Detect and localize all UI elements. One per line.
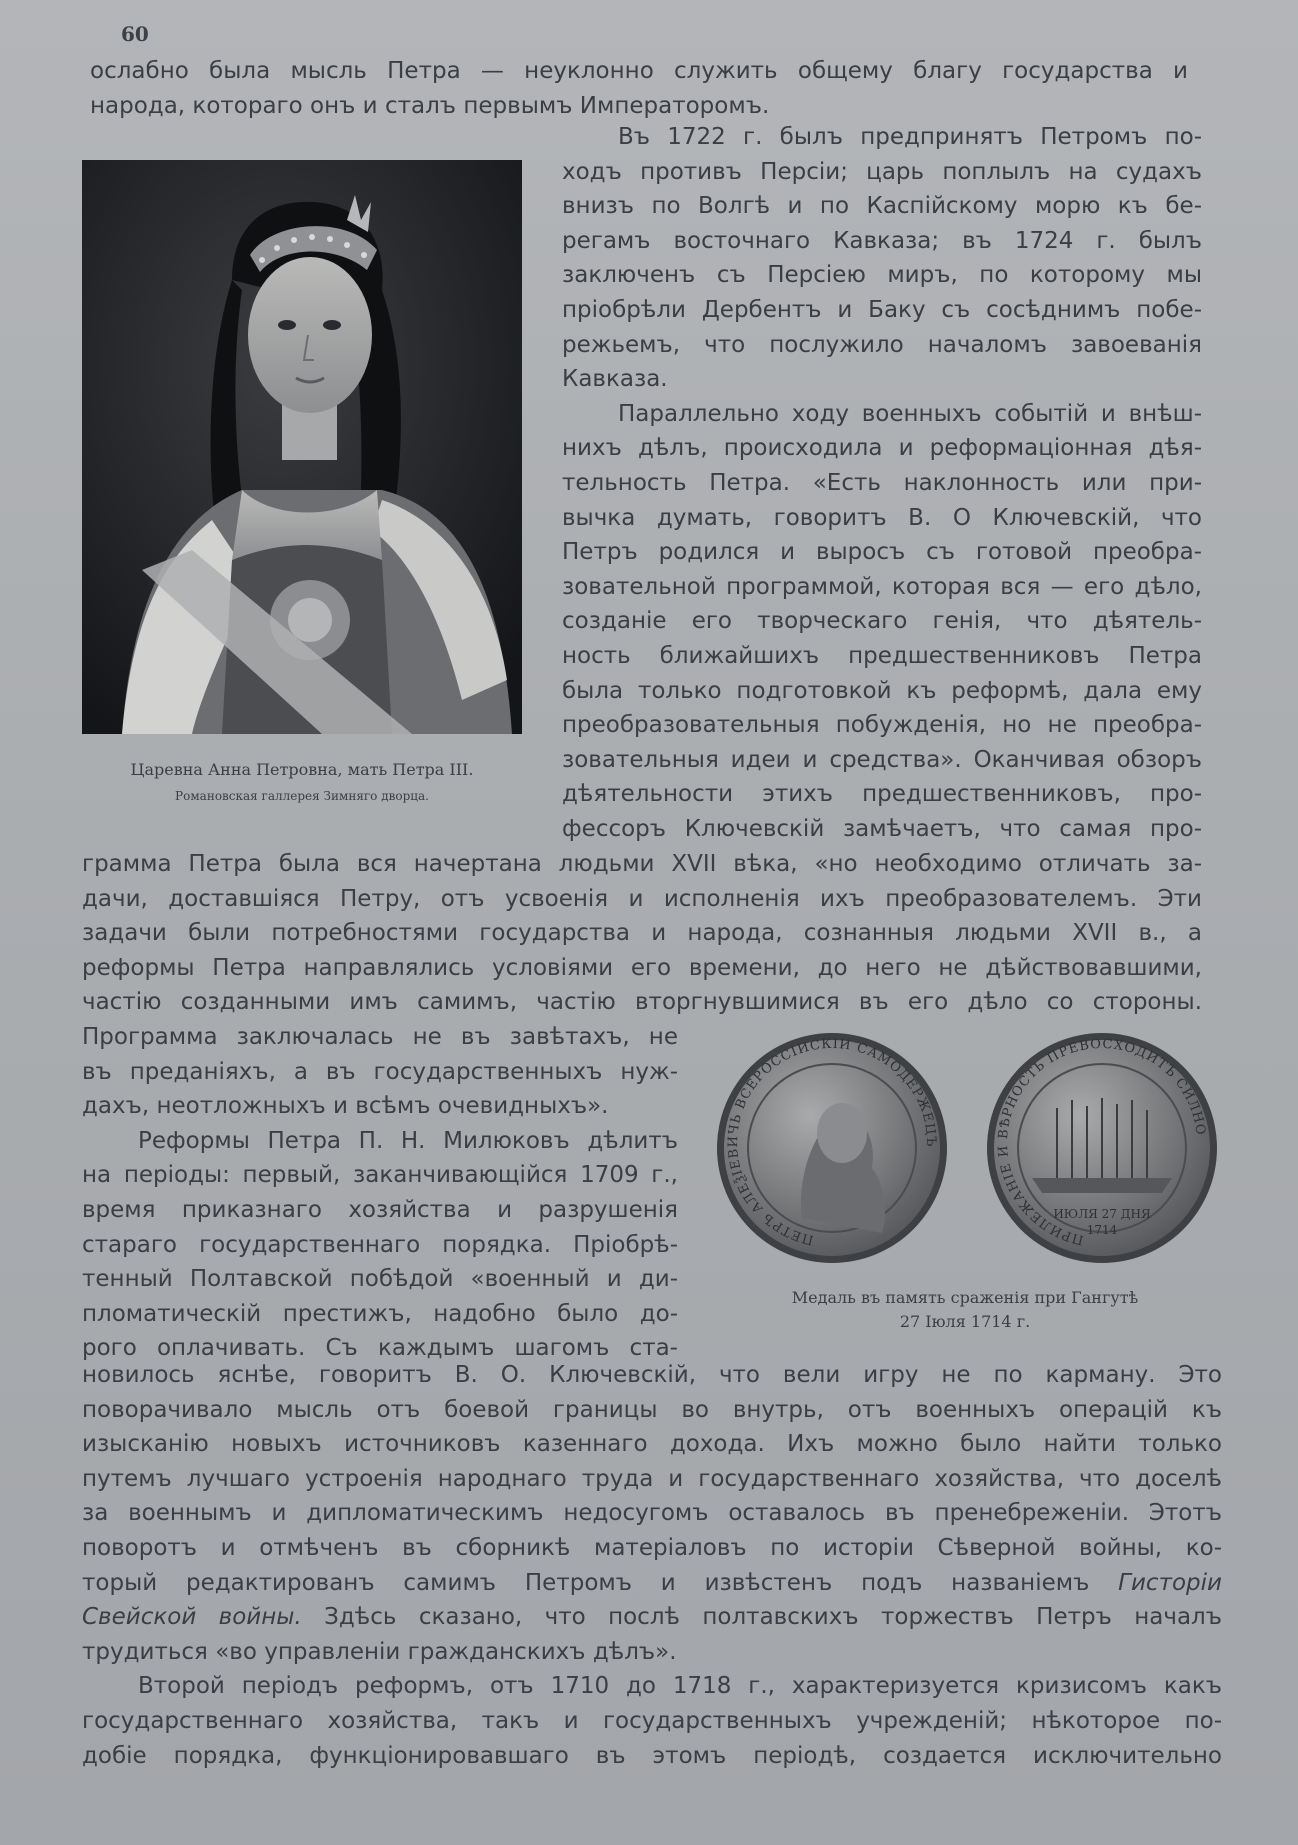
text-line: частію созданными имъ самимъ, частію вторгнувшимися въ его дѣло со стороны. bbox=[82, 989, 1202, 1016]
text-line: созданіе его творческаго генія, что дѣятель- bbox=[562, 608, 1202, 635]
text-line: добіе порядка, функціонировавшаго въ этомъ періодѣ, создается исключительно bbox=[82, 1742, 1222, 1769]
text-line: пріобрѣли Дербентъ и Баку съ сосѣднимъ побе- bbox=[562, 296, 1202, 323]
text-line: внизъ по Волгѣ и по Каспійскому морю къ бе- bbox=[562, 193, 1202, 220]
italic-title: Гисторіи bbox=[1118, 1569, 1222, 1596]
text-line bbox=[82, 1600, 1222, 1635]
text-line: была только подготовкой къ реформѣ, дала ему bbox=[562, 677, 1202, 704]
text-line: Въ 1722 г. былъ предпринятъ Петромъ по- bbox=[618, 124, 1202, 150]
text-line: время приказнаго хозяйства и разрушенія bbox=[82, 1196, 678, 1223]
right-column-text bbox=[562, 120, 1202, 846]
text-line: режьемъ, что послужило началомъ завоеванія bbox=[562, 331, 1202, 358]
text-line bbox=[82, 1566, 1222, 1601]
text-line: фессоръ Ключевскій замѣчаетъ, что самая про- bbox=[562, 815, 1202, 842]
text-line: изысканію новыхъ источниковъ казеннаго дохода. Ихъ можно было найти только bbox=[82, 1431, 1222, 1458]
text-line: за военнымъ и дипломатическимъ недосугомъ оставалось въ пренебреженіи. Этотъ bbox=[82, 1500, 1222, 1527]
text-line: поворотъ и отмѣченъ въ сборникѣ матеріаловъ по исторіи Сѣверной войны, ко- bbox=[82, 1534, 1222, 1561]
text-line: новилось яснѣе, говоритъ В. О. Ключевскій, что вели игру не по карману. Это bbox=[82, 1362, 1222, 1388]
text-line: Параллельно ходу военныхъ событій и внѣш- bbox=[618, 400, 1202, 427]
text-line: Программа заключалась не въ завѣтахъ, не bbox=[82, 1024, 678, 1050]
text-line: государственнаго хозяйства, такъ и государственныхъ учрежденій; нѣкоторое по- bbox=[82, 1707, 1222, 1734]
text-line: путемъ лучшаго устроенія народнаго труда и государственнаго хозяйства, что доселѣ bbox=[82, 1465, 1222, 1492]
text-fragment: Здѣсь сказано, что послѣ полтавскихъ торжествъ Петръ началъ bbox=[324, 1604, 1223, 1631]
text-line: на періоды: первый, заканчивающійся 1709 г., bbox=[82, 1162, 678, 1189]
text-line: рого оплачивать. Съ каждымъ шагомъ ста- bbox=[82, 1335, 678, 1362]
portrait-anna-petrovna bbox=[82, 160, 522, 734]
text-line: тенный Полтавской побѣдой «военный и ди- bbox=[82, 1266, 678, 1293]
text-line: поворачивало мысль отъ боевой границы во внутрь, отъ военныхъ операцій къ bbox=[82, 1396, 1222, 1423]
page-number: 60 bbox=[121, 22, 149, 46]
medals-image bbox=[712, 1028, 1222, 1268]
text-line: дахъ, неотложныхъ и всѣмъ очевидныхъ». bbox=[82, 1093, 609, 1120]
medal-reverse-legend: ПРИЛЕЖАНІЕ И ВѢРНОСТЬ ПРЕВОСХОДИТЪ СИЛНО bbox=[995, 1036, 1208, 1248]
medal-caption-line-1: Медаль въ память сраженія при Гангутѣ bbox=[791, 1288, 1139, 1307]
text-line: тельность Петра. «Есть наклонность или при- bbox=[562, 469, 1202, 496]
portrait-caption: Царевна Анна Петровна, мать Петра III. bbox=[130, 760, 474, 779]
left-column-text bbox=[82, 1020, 678, 1366]
portrait-caption-block bbox=[82, 760, 522, 803]
text-line: дѣятельности этихъ предшественниковъ, про- bbox=[562, 781, 1202, 808]
text-line: преобразовательныя побужденія, но не преобра- bbox=[562, 712, 1202, 739]
text-line: дачи, доставшіяся Петру, отъ усвоенія и исполненія ихъ преобразователемъ. Эти bbox=[82, 885, 1202, 912]
text-line: ослабно была мысль Петра — неуклонно служить общему благу государства и bbox=[90, 58, 1188, 84]
text-line: Реформы Петра П. Н. Милюковъ дѣлитъ bbox=[138, 1127, 678, 1154]
text-line: трудиться «во управленіи гражданскихъ дѣлъ». bbox=[82, 1638, 677, 1665]
text-line: вычка думать, говоритъ В. О Ключевскій, что bbox=[562, 504, 1202, 531]
medal-obverse-legend: ПЕТРЪ АЛЕѮІЕВИЧЬ ВСЕРОССІИСКІИ САМОДЕРЖЕЦЪ bbox=[725, 1036, 939, 1248]
medal-caption bbox=[700, 1286, 1230, 1334]
text-line: Второй періодъ реформъ, отъ 1710 до 1718 г., характеризуется кризисомъ какъ bbox=[138, 1673, 1222, 1700]
text-line: Кавказа. bbox=[562, 366, 668, 393]
medal-obverse bbox=[717, 1033, 947, 1263]
text-line: зовательныя идеи и средства». Оканчивая обзоръ bbox=[562, 746, 1202, 773]
text-line: ходъ противъ Персіи; царь поплылъ на судахъ bbox=[562, 158, 1202, 185]
text-line: стараго государственнаго порядка. Пріобрѣ- bbox=[82, 1231, 678, 1258]
text-line: народа, котораго онъ и сталъ первымъ Императоромъ. bbox=[90, 92, 770, 119]
text-line: пломатическій престижъ, надобно было до- bbox=[82, 1300, 678, 1327]
text-line: въ преданіяхъ, а въ государственныхъ нуж- bbox=[82, 1058, 678, 1085]
text-line: ность ближайшихъ предшественниковъ Петра bbox=[562, 642, 1202, 669]
full-width-text-1 bbox=[82, 847, 1202, 1020]
text-line: зовательной программой, которая вся — его дѣло, bbox=[562, 573, 1202, 600]
text-line: грамма Петра была вся начертана людьми XVII вѣка, «но необходимо отличать за- bbox=[82, 851, 1202, 877]
medal-reverse bbox=[987, 1033, 1217, 1263]
medal-reverse-date-2: 1714 bbox=[1086, 1223, 1118, 1237]
intro-text bbox=[90, 54, 1188, 123]
portrait-credit: Романовская галлерея Зимняго дворца. bbox=[175, 789, 429, 803]
italic-title: Свейской войны. bbox=[82, 1604, 302, 1631]
medal-reverse-date-1: ИЮЛЯ 27 ДНЯ bbox=[1053, 1207, 1151, 1221]
text-fragment: торый редактированъ самимъ Петромъ и извѣстенъ подъ названіемъ bbox=[82, 1569, 1090, 1596]
text-line: реформы Петра направлялись условіями его времени, до него не дѣйствовавшими, bbox=[82, 954, 1202, 981]
full-width-text-2 bbox=[82, 1358, 1222, 1773]
gangut-medals bbox=[712, 1028, 1222, 1268]
text-line: нихъ дѣлъ, происходила и реформаціонная дѣя- bbox=[562, 435, 1202, 462]
portrait-image bbox=[82, 160, 522, 734]
medal-caption-line-2: 27 Іюля 1714 г. bbox=[899, 1312, 1031, 1331]
text-line: Петръ родился и выросъ съ готовой преобра- bbox=[562, 539, 1202, 566]
text-line: задачи были потребностями государства и народа, сознанныя людьми XVII в., а bbox=[82, 920, 1202, 947]
text-line: заключенъ съ Персіею миръ, по которому мы bbox=[562, 262, 1202, 289]
text-line: регамъ восточнаго Кавказа; въ 1724 г. былъ bbox=[562, 227, 1202, 254]
